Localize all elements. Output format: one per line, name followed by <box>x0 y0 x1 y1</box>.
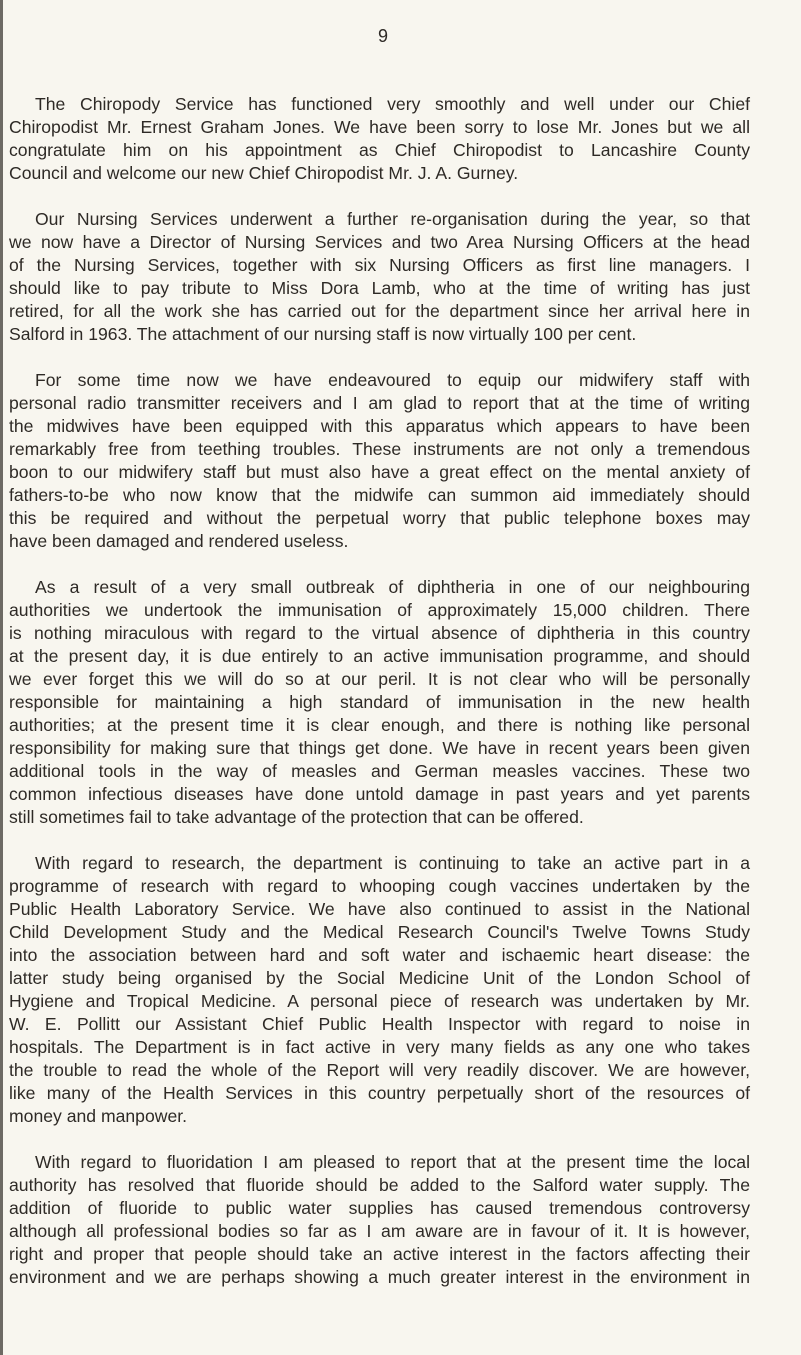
text-line: congratulate him on his appointment as Chief Chiropodist to Lancashire County <box>9 140 750 160</box>
text-line: have been damaged and rendered useless. <box>9 531 349 551</box>
text-line: authorities; at the present time it is clear enough, and there is nothing like personal <box>9 715 750 735</box>
text-line: remarkably free from teething troubles. These instruments are not only a tremendous <box>9 439 750 459</box>
paragraph <box>9 852 750 1128</box>
text-line: As a result of a very small outbreak of diphtheria in one of our neighbouring <box>35 577 750 597</box>
text-line: Council and welcome our new Chief Chiropodist Mr. J. A. Gurney. <box>9 163 519 183</box>
text-line: addition of fluoride to public water supplies has caused tremendous controversy <box>9 1198 750 1218</box>
text-line: fathers-to-be who now know that the midwife can summon aid immediately should <box>9 485 750 505</box>
text-line: hospitals. The Department is in fact active in very many fields as any one who takes <box>9 1037 750 1057</box>
text-line: Chiropodist Mr. Ernest Graham Jones. We have been sorry to lose Mr. Jones but we all <box>9 117 750 137</box>
paragraph <box>9 208 750 346</box>
text-line: still sometimes fail to take advantage of the protection that can be offered. <box>9 807 584 827</box>
text-line: The Chiropody Service has functioned very smoothly and well under our Chief <box>35 94 750 114</box>
document-body <box>9 93 750 1312</box>
paragraph <box>9 369 750 553</box>
text-line: For some time now we have endeavoured to equip our midwifery staff with <box>35 370 750 390</box>
text-line: authorities we undertook the immunisation of approximately 15,000 children. There <box>9 600 750 620</box>
text-line: Child Development Study and the Medical Research Council's Twelve Towns Study <box>9 922 750 942</box>
text-line: boon to our midwifery staff but must also have a great effect on the mental anxiety of <box>9 462 750 482</box>
paragraph <box>9 93 750 185</box>
text-line: of the Nursing Services, together with six Nursing Officers as first line managers. I <box>9 255 750 275</box>
text-line: should like to pay tribute to Miss Dora Lamb, who at the time of writing has just <box>9 278 750 298</box>
text-line: With regard to fluoridation I am pleased to report that at the present time the local <box>35 1152 750 1172</box>
text-line: retired, for all the work she has carried out for the department since her arrival here in <box>9 301 750 321</box>
text-line: like many of the Health Services in this country perpetually short of the resources of <box>9 1083 750 1103</box>
text-line: Hygiene and Tropical Medicine. A personal piece of research was undertaken by Mr. <box>9 991 750 1011</box>
text-line: the midwives have been equipped with this apparatus which appears to have been <box>9 416 750 436</box>
text-line: Our Nursing Services underwent a further re-organisation during the year, so that <box>35 209 750 229</box>
text-line: is nothing miraculous with regard to the virtual absence of diphtheria in this country <box>9 623 750 643</box>
text-line: W. E. Pollitt our Assistant Chief Public Health Inspector with regard to noise in <box>9 1014 750 1034</box>
text-line: this be required and without the perpetual worry that public telephone boxes may <box>9 508 750 528</box>
text-line: although all professional bodies so far as I am aware are in favour of it. It is however, <box>9 1221 750 1241</box>
text-line: responsible for maintaining a high standard of immunisation in the new health <box>9 692 750 712</box>
text-line: additional tools in the way of measles and German measles vaccines. These two <box>9 761 750 781</box>
text-line: authority has resolved that fluoride should be added to the Salford water supply. The <box>9 1175 750 1195</box>
text-line: With regard to research, the department is continuing to take an active part in a <box>35 853 750 873</box>
page-number: 9 <box>378 26 389 46</box>
text-line: common infectious diseases have done untold damage in past years and yet parents <box>9 784 750 804</box>
text-line: environment and we are perhaps showing a much greater interest in the environment in <box>9 1267 750 1287</box>
text-line: we ever forget this we will do so at our peril. It is not clear who will be personally <box>9 669 750 689</box>
text-line: the trouble to read the whole of the Report will very readily discover. We are however, <box>9 1060 750 1080</box>
text-line: at the present day, it is due entirely to an active immunisation programme, and should <box>9 646 750 666</box>
text-line: personal radio transmitter receivers and I am glad to report that at the time of writing <box>9 393 750 413</box>
text-line: programme of research with regard to whooping cough vaccines undertaken by the <box>9 876 750 896</box>
paragraph <box>9 576 750 829</box>
text-line: Salford in 1963. The attachment of our nursing staff is now virtually 100 per cent. <box>9 324 637 344</box>
text-line: money and manpower. <box>9 1106 187 1126</box>
text-line: Public Health Laboratory Service. We have also continued to assist in the National <box>9 899 750 919</box>
paragraph <box>9 1151 750 1289</box>
text-line: right and proper that people should take an active interest in the factors affecting their <box>9 1244 750 1264</box>
text-line: latter study being organised by the Social Medicine Unit of the London School of <box>9 968 750 988</box>
text-line: we now have a Director of Nursing Services and two Area Nursing Officers at the head <box>9 232 750 252</box>
text-line: responsibility for making sure that things get done. We have in recent years been given <box>9 738 750 758</box>
text-line: into the association between hard and soft water and ischaemic heart disease: the <box>9 945 750 965</box>
page-binding-edge <box>0 0 3 1355</box>
